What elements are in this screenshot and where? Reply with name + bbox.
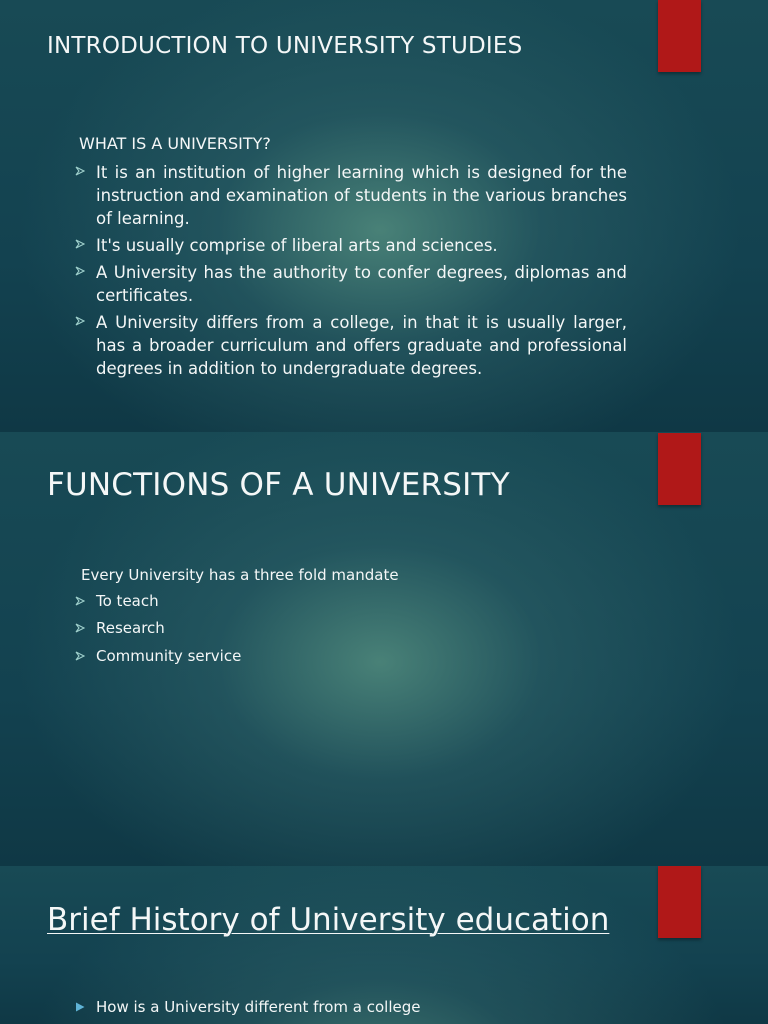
bullet-list (75, 591, 241, 673)
chevron-arrow-icon (75, 596, 85, 606)
list-item-text: Community service (96, 646, 242, 665)
list-item (75, 618, 241, 638)
list-item-text: It's usually comprise of liberal arts and sciences. (96, 236, 498, 255)
accent-bar (658, 866, 701, 938)
list-item-text: A University differs from a college, in that it is usually larger, has a broader curriculum and offers graduate and professional degrees in addition to undergraduate degrees. (96, 313, 627, 378)
chevron-arrow-icon (75, 166, 85, 176)
slide-subheading: Every University has a three fold mandate (81, 566, 399, 584)
list-item (75, 311, 627, 380)
list-item (75, 997, 421, 1017)
chevron-arrow-icon (75, 266, 85, 276)
list-item (75, 261, 627, 307)
bullet-list (75, 161, 627, 384)
slide-title: Brief History of University education (47, 902, 610, 938)
slide-subheading: WHAT IS A UNIVERSITY? (79, 134, 271, 153)
slide-introduction (0, 0, 768, 432)
list-item-text: A University has the authority to confer degrees, diplomas and certificates. (96, 263, 627, 305)
chevron-arrow-icon (75, 623, 85, 633)
slide-history (0, 866, 768, 1024)
slide-title: FUNCTIONS OF A UNIVERSITY (47, 467, 510, 503)
list-item (75, 591, 241, 611)
list-item (75, 646, 241, 666)
list-item (75, 161, 627, 230)
slide-title: INTRODUCTION TO UNIVERSITY STUDIES (47, 33, 523, 59)
triangle-arrow-icon (75, 1002, 85, 1012)
bullet-list (75, 997, 421, 1017)
chevron-arrow-icon (75, 651, 85, 661)
list-item (75, 234, 627, 257)
chevron-arrow-icon (75, 316, 85, 326)
slide-functions (0, 432, 768, 866)
list-item-text: It is an institution of higher learning which is designed for the instruction and examination of students in the various branches of learning. (96, 163, 627, 228)
accent-bar (658, 0, 701, 72)
list-item-text: To teach (96, 592, 159, 610)
accent-bar (658, 433, 701, 505)
list-item-text: Research (96, 619, 165, 638)
list-item-text: How is a University different from a college (96, 998, 421, 1016)
chevron-arrow-icon (75, 239, 85, 249)
